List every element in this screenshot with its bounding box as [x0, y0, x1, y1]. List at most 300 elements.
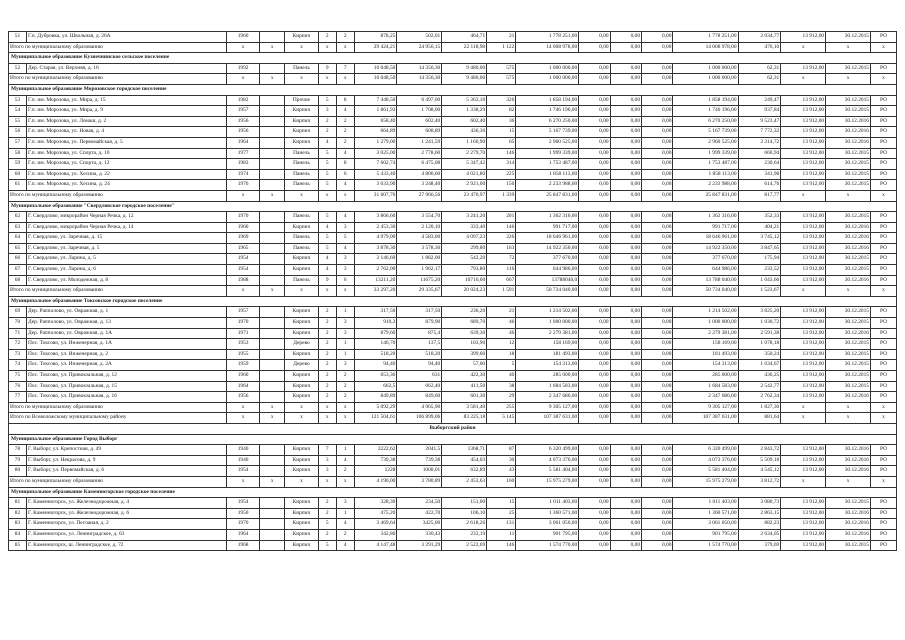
table-cell: 0,00 [579, 498, 610, 509]
table-cell: Кирпич [285, 106, 319, 117]
table-cell: 2 347 686,00 [516, 392, 579, 403]
table-cell: 7 772,32 [738, 127, 781, 138]
table-cell: 30.12.2015 [826, 265, 871, 276]
table-cell [260, 233, 285, 244]
table-cell: Кирпич [285, 455, 319, 466]
table-cell: 4 073 376,00 [673, 455, 738, 466]
table-cell: x [260, 402, 285, 413]
table-cell: 1 360 571,00 [673, 508, 738, 519]
table-cell: 0,00 [642, 519, 673, 530]
table-cell: 3 [318, 106, 336, 117]
address-cell: Г. Каменногорск, ул. Песчаная, д. 2 [26, 519, 226, 530]
table-cell: 50 734 040,00 [673, 286, 738, 297]
table-cell: 1 858 194,00 [673, 95, 738, 106]
subtotal-row [9, 286, 897, 297]
table-cell: 14 922 350,00 [516, 243, 579, 254]
table-cell: 937,84 [738, 106, 781, 117]
table-cell: 107 387 631,00 [673, 413, 738, 424]
subtotal-row [9, 402, 897, 413]
table-cell: 2 [336, 32, 354, 43]
section-header-row [9, 296, 897, 307]
row-number: 74 [9, 360, 27, 371]
address-cell: Дер. Старая, ул. Верхняя, д. 16 [26, 63, 226, 74]
table-cell: 0,00 [579, 540, 610, 551]
table-row [9, 540, 897, 551]
table-cell: 0,00 [579, 371, 610, 382]
table-cell: 0,00 [610, 318, 641, 329]
table-cell: 1957 [226, 106, 260, 117]
table-cell: 879,60 [354, 328, 397, 339]
table-cell: x [871, 286, 897, 297]
table-cell: 13 912,00 [781, 307, 826, 318]
table-cell: 13 912,00 [781, 318, 826, 329]
table-cell: 3 469,64 [354, 519, 397, 530]
table-cell: 422,30 [442, 371, 487, 382]
table-cell: РО [871, 243, 897, 254]
table-cell: Панель [285, 275, 319, 286]
table-cell: 739,38 [354, 455, 397, 466]
table-cell [260, 159, 285, 170]
table-cell: 2 634,05 [738, 529, 781, 540]
table-cell [260, 169, 285, 180]
table-cell: 103,90 [442, 339, 487, 350]
table-cell: 399,60 [442, 349, 487, 360]
table-cell: 13 788 040,00 [673, 275, 738, 286]
table-cell: 50 734 040,00 [516, 286, 579, 297]
table-cell: 1982 [226, 95, 260, 106]
table-cell: 849,89 [354, 392, 397, 403]
address-cell: Г.п. им. Морозова, ул. Мира, д. 15 [26, 95, 226, 106]
address-cell: Г.п. им. Морозова, ул. Новая, д. 4 [26, 127, 226, 138]
address-cell: Г. Свердлово, микрорайон Черная Речка, д. 14 [26, 222, 226, 233]
table-cell: x [826, 402, 871, 413]
table-cell: 2 [318, 127, 336, 138]
table-cell: 333,40 [442, 222, 487, 233]
subtotal-label: Итого по муниципальному образованию [9, 476, 227, 487]
table-cell: x [781, 413, 826, 424]
table-cell: 0,00 [642, 402, 673, 413]
table-cell: 13 912,00 [781, 339, 826, 350]
table-cell: x [781, 190, 826, 201]
table-cell: 5 [318, 233, 336, 244]
table-row [9, 455, 897, 466]
table-cell: 502,01 [397, 32, 442, 43]
table-cell: РО [871, 392, 897, 403]
table-cell: 667 [487, 275, 516, 286]
table-cell: 1956 [226, 116, 260, 127]
address-cell: Пос. Токсово, ул. Привокзальная, д. 12 [26, 371, 226, 382]
table-cell: 8 [336, 95, 354, 106]
table-cell: x [871, 190, 897, 201]
table-cell: 5 [318, 540, 336, 551]
table-cell: 94,40 [354, 360, 397, 371]
table-cell: 13 912,00 [781, 212, 826, 223]
subtotal-row [9, 190, 897, 201]
table-cell [260, 498, 285, 509]
table-cell: 0,00 [642, 137, 673, 148]
table-cell: 464,71 [442, 32, 487, 43]
table-cell: 3425,00 [397, 519, 442, 530]
table-cell: x [226, 286, 260, 297]
table-cell: 3 633,90 [354, 180, 397, 191]
table-cell: 30.12.2016 [826, 455, 871, 466]
table-cell: 3 578,30 [397, 243, 442, 254]
table-cell: 1 362 316,00 [673, 212, 738, 223]
table-cell: 5 [318, 148, 336, 159]
table-cell: 0,00 [579, 265, 610, 276]
table-cell: 644 986,00 [516, 265, 579, 276]
table-cell: 21 [487, 307, 516, 318]
table-cell: 33 297,20 [354, 286, 397, 297]
table-cell: Кирпич [285, 127, 319, 138]
table-cell: 849,60 [397, 392, 442, 403]
table-cell: 14 008 978,00 [673, 42, 738, 53]
table-cell: 1955 [226, 349, 260, 360]
table-cell: Кирпич [285, 519, 319, 530]
section-title: Муниципальное образование "Свердловское городское поселение" [9, 201, 897, 212]
table-cell: x [260, 476, 285, 487]
table-cell: 653,30 [354, 371, 397, 382]
table-cell: 0,00 [642, 63, 673, 74]
row-number: 65 [9, 243, 27, 254]
table-cell: 4 [336, 106, 354, 117]
table-cell: x [285, 74, 319, 85]
table-cell: 4 [318, 222, 336, 233]
table-cell: РО [871, 212, 897, 223]
table-row [9, 180, 897, 191]
table-cell: 13 912,00 [781, 328, 826, 339]
table-cell: 13 912,00 [781, 233, 826, 244]
table-cell: 0,00 [579, 74, 610, 85]
table-cell: 6 320 499,00 [673, 445, 738, 456]
table-cell: РО [871, 466, 897, 477]
table-cell: Панель [285, 159, 319, 170]
table-cell: 2 [318, 360, 336, 371]
table-cell [260, 116, 285, 127]
table-cell: 542,20 [442, 254, 487, 265]
table-cell: 0,00 [610, 42, 641, 53]
table-cell: 5 [336, 233, 354, 244]
table-cell: 2 542,77 [738, 381, 781, 392]
table-cell: РО [871, 445, 897, 456]
table-cell: 0,00 [610, 540, 641, 551]
table-cell: 40 [487, 371, 516, 382]
table-cell: 0,00 [579, 339, 610, 350]
table-cell: x [336, 286, 354, 297]
table-cell: 5 [487, 360, 516, 371]
table-cell: 0,00 [642, 254, 673, 265]
table-cell: 1954 [226, 498, 260, 509]
table-cell: 0,00 [579, 127, 610, 138]
table-cell: 13788040,0 [516, 275, 579, 286]
table-cell [260, 445, 285, 456]
table-cell: 82 [487, 106, 516, 117]
table-row [9, 339, 897, 350]
table-cell [260, 95, 285, 106]
table-cell: 1 746 196,00 [516, 106, 579, 117]
table-cell: 0,00 [642, 106, 673, 117]
table-cell: 2 279 381,00 [516, 328, 579, 339]
table-cell: РО [871, 106, 897, 117]
table-cell: x [285, 476, 319, 487]
table-cell: 3 878,30 [354, 243, 397, 254]
table-cell: 0,00 [610, 148, 641, 159]
row-number: 84 [9, 529, 27, 540]
table-cell: 3 581,40 [442, 402, 487, 413]
table-cell: x [226, 413, 260, 424]
table-cell: 0,00 [579, 95, 610, 106]
table-cell: 30.12.2016 [826, 328, 871, 339]
table-cell: 1 591 [487, 286, 516, 297]
table-cell: 4 [318, 137, 336, 148]
table-cell: 1 962,17 [397, 265, 442, 276]
table-cell: 1964 [226, 381, 260, 392]
table-cell: 0,00 [579, 254, 610, 265]
table-cell: 2 [318, 349, 336, 360]
address-cell: Г.п. им. Морозова, ул. Первомайская, д. 5 [26, 137, 226, 148]
row-number: 85 [9, 540, 27, 551]
table-cell: 13 912,00 [781, 63, 826, 74]
table-cell: 739,38 [397, 455, 442, 466]
table-row [9, 519, 897, 530]
table-cell: 30.12.2016 [826, 137, 871, 148]
table-row [9, 265, 897, 276]
address-cell: Г. Каменногорск, ул. Ленинградское, д. 63 [26, 529, 226, 540]
table-cell: 910,2 [354, 318, 397, 329]
table-cell [260, 371, 285, 382]
table-cell: Кирпич [285, 498, 319, 509]
table-cell: 0,00 [642, 328, 673, 339]
table-cell: 1 160,90 [442, 137, 487, 148]
table-cell: 2 863,15 [738, 508, 781, 519]
table-cell: 2 [318, 508, 336, 519]
table-cell: 1954 [226, 265, 260, 276]
table-cell: 601,30 [442, 392, 487, 403]
table-cell: 13 912,00 [781, 392, 826, 403]
row-number: 70 [9, 318, 27, 329]
table-cell: 1368,71 [442, 445, 487, 456]
table-cell: 11675,20 [397, 275, 442, 286]
address-cell: Г.п. им. Морозова, ул. Ломаш, д. 2 [26, 116, 226, 127]
table-cell: Кирпич [285, 466, 319, 477]
district-header-row [9, 423, 897, 434]
row-number: 73 [9, 349, 27, 360]
table-cell: x [226, 190, 260, 201]
table-cell: 30.12.2016 [826, 519, 871, 530]
address-cell: Пос. Токсово, ул. Инженерная, д. 1А [26, 339, 226, 350]
table-cell: 1 827,30 [738, 402, 781, 413]
table-cell: x [826, 74, 871, 85]
table-cell: 2 [318, 381, 336, 392]
table-cell: 575 [487, 63, 516, 74]
table-cell: 30.12.2015 [826, 32, 871, 43]
table-row [9, 148, 897, 159]
table-cell: 5 [318, 169, 336, 180]
table-cell [260, 212, 285, 223]
table-cell: x [336, 190, 354, 201]
table-cell: 249,47 [738, 95, 781, 106]
table-cell: 689,70 [442, 318, 487, 329]
table-row [9, 529, 897, 540]
table-cell: РО [871, 180, 897, 191]
table-cell: Панель [285, 212, 319, 223]
table-cell: 22 118,98 [442, 42, 487, 53]
table-cell: 0,00 [642, 371, 673, 382]
table-cell [260, 508, 285, 519]
table-cell: 1 684 583,00 [516, 381, 579, 392]
table-cell: 0,00 [610, 243, 641, 254]
table-cell: 3 061 050,00 [673, 519, 738, 530]
table-cell: 0,00 [610, 455, 641, 466]
table-cell: 30.12.2016 [826, 445, 871, 456]
table-cell: 27 966,56 [397, 190, 442, 201]
table-cell: 30.12.2016 [826, 275, 871, 286]
table-cell: 660,94 [738, 148, 781, 159]
table-cell: 5 167 739,00 [673, 127, 738, 138]
table-cell: 2 591,38 [738, 328, 781, 339]
table-cell: РО [871, 455, 897, 466]
table-cell: 65 [487, 137, 516, 148]
row-number: 66 [9, 254, 27, 265]
table-cell: РО [871, 148, 897, 159]
table-cell: Кирпич [285, 529, 319, 540]
table-cell: x [826, 476, 871, 487]
row-number: 69 [9, 307, 27, 318]
table-cell: 5 [318, 180, 336, 191]
table-cell: 2 921,00 [442, 180, 487, 191]
table-row [9, 275, 897, 286]
table-cell [260, 32, 285, 43]
table-cell: 20 024,23 [442, 286, 487, 297]
table-cell: 1 362 316,00 [516, 212, 579, 223]
table-cell: 225 [487, 169, 516, 180]
table-cell: 0,00 [610, 127, 641, 138]
table-cell: 2 [318, 371, 336, 382]
table-cell: 1 778 251,00 [673, 32, 738, 43]
table-cell: 5 581 404,00 [516, 466, 579, 477]
table-cell: РО [871, 307, 897, 318]
table-cell: РО [871, 159, 897, 170]
table-cell: 901 795,00 [516, 529, 579, 540]
table-cell: 0,00 [642, 476, 673, 487]
row-number: 67 [9, 265, 27, 276]
row-number: 77 [9, 392, 27, 403]
table-cell: 632,89 [442, 466, 487, 477]
table-cell: 3 866,60 [354, 212, 397, 223]
table-cell: 13 912,00 [781, 95, 826, 106]
table-cell: x [781, 74, 826, 85]
table-cell: 1959 [226, 360, 260, 371]
table-cell: 454,03 [442, 455, 487, 466]
table-cell: 4 073 376,00 [516, 455, 579, 466]
table-cell: 3 847,65 [738, 243, 781, 254]
table-cell: 154 313,00 [516, 360, 579, 371]
table-cell: 1 000 000,00 [673, 318, 738, 329]
address-cell: Пос. Токсово, ул. Привокзальная, д. 15 [26, 381, 226, 392]
row-number: 53 [9, 95, 27, 106]
table-cell: 0,00 [579, 476, 610, 487]
table-cell: 2 314,72 [738, 137, 781, 148]
table-cell: 2 843,72 [738, 445, 781, 456]
table-cell: 0,00 [579, 159, 610, 170]
table-cell: Панель [285, 243, 319, 254]
table-cell: 30.12.2015 [826, 169, 871, 180]
table-cell: 0,00 [610, 190, 641, 201]
table-cell: x [336, 74, 354, 85]
table-cell: 0,00 [610, 402, 641, 413]
table-cell: 631 [397, 371, 442, 382]
table-cell [260, 339, 285, 350]
table-cell: 234,50 [397, 498, 442, 509]
row-number: 78 [9, 445, 27, 456]
address-cell: Г. Свердлово, ул. Ларина, д. 5 [26, 254, 226, 265]
table-cell: 30.12.2015 [826, 63, 871, 74]
table-cell: 3 291,29 [397, 540, 442, 551]
table-cell: 5 [318, 212, 336, 223]
table-cell: 0,00 [579, 466, 610, 477]
table-cell: Кирпич [285, 318, 319, 329]
table-cell: 1 241,59 [397, 137, 442, 148]
table-cell [260, 148, 285, 159]
table-cell: 1 684 583,00 [673, 381, 738, 392]
table-cell: РО [871, 137, 897, 148]
table-row [9, 63, 897, 74]
table-cell: 5 [318, 243, 336, 254]
table-cell: x [260, 190, 285, 201]
housing-repair-table [8, 31, 897, 551]
table-cell: 0,00 [579, 455, 610, 466]
table-cell: 2 [318, 339, 336, 350]
table-cell: 163 [487, 243, 516, 254]
table-cell: 233,52 [738, 265, 781, 276]
table-cell: 1 574 770,00 [516, 540, 579, 551]
table-cell: Кирпич [285, 32, 319, 43]
table-cell: 0,00 [642, 233, 673, 244]
table-cell: РО [871, 169, 897, 180]
table-cell: 4 545,12 [738, 466, 781, 477]
table-cell: 1 [336, 445, 354, 456]
table-cell: 1960 [226, 32, 260, 43]
table-cell: 1970 [226, 212, 260, 223]
table-cell [260, 360, 285, 371]
table-cell [260, 349, 285, 360]
table-cell: 0,00 [642, 116, 673, 127]
table-cell: x [226, 74, 260, 85]
table-cell: 18 646 961,00 [516, 233, 579, 244]
table-cell: 0,00 [642, 212, 673, 223]
table-cell: 30.12.2015 [826, 307, 871, 318]
table-cell: 62,31 [738, 63, 781, 74]
table-cell: РО [871, 318, 897, 329]
table-cell: 2 279,70 [442, 148, 487, 159]
table-cell: 0,00 [579, 243, 610, 254]
table-cell: 1970 [226, 318, 260, 329]
table-cell: 0,00 [610, 413, 641, 424]
table-cell: 0,00 [642, 529, 673, 540]
row-number: 55 [9, 116, 27, 127]
table-cell: 30 [487, 455, 516, 466]
table-cell: 25 847 831,00 [673, 190, 738, 201]
table-cell: 18 646 961,00 [673, 233, 738, 244]
address-cell: Пос. Токсово, ул. Инженерная, д. 2А [26, 360, 226, 371]
table-cell: РО [871, 360, 897, 371]
table-cell: 436,36 [442, 127, 487, 138]
section-title: Муниципальное образование Кузнечнинское сельское поселение [9, 53, 897, 64]
table-cell: 3 [336, 254, 354, 265]
table-cell [260, 180, 285, 191]
table-cell: Панель [285, 169, 319, 180]
table-cell: Кирпич [285, 137, 319, 148]
